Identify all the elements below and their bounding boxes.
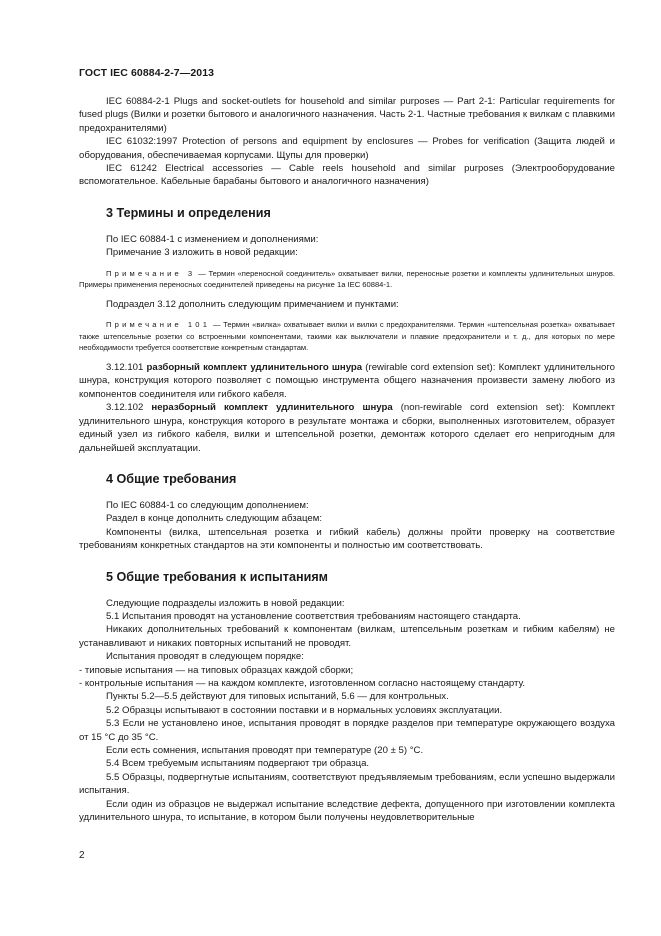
note-3-text: — Термин «переносной соединитель» охватывает вилки, переносные розетки и комплекты удлинительных шнуров. Примеры применения переносных соединителей приведены на рисунке 1а IEC 60884-1.	[79, 268, 616, 289]
s4-intro: По IEC 60884-1 со следующим дополнением:	[106, 499, 309, 511]
note-101-text: — Термин «вилка» охватывает вилки и вилки с предохранителями. Термин «штепсельная розетка» охватывает также штепсельные розетки со встроенными компонентами, такими как выключатели и плавкие предохранители и т. д., для которых по мере необходимости требуется соответствие конкретным стандартам.	[79, 320, 615, 352]
note-3-label: Примечание 3	[106, 268, 196, 278]
definition-term: разборный комплект удлинительного шнура	[146, 362, 363, 374]
definition-3-12-102	[79, 401, 615, 455]
definition-text: (non-rewirable cord extension set): Комплект удлинительного шнура, конструкция которого в результате монтажа и сборки, выполненных изготовителем, образует единый узел из гибкого кабеля, вилки и штепсельной розетки, демонтаж которого сделает его непригодным для дальнейшей эксплуатации.	[79, 402, 615, 454]
page-number: 2	[79, 850, 85, 861]
s5-paragraph: Если есть сомнения, испытания проводят при температуре (20 ± 5) °С.	[106, 745, 424, 757]
definition-number: 3.12.101	[106, 362, 147, 374]
section-4-heading: 4 Общие требования	[106, 471, 237, 486]
s5-intro: Следующие подразделы изложить в новой редакции:	[106, 597, 345, 609]
s5-paragraph: Пункты 5.2—5.5 действуют для типовых испытаний, 5.6 — для контрольных.	[106, 691, 449, 703]
s4-instruction: Раздел в конце дополнить следующим абзацем:	[106, 513, 322, 525]
note-101	[79, 319, 615, 353]
reference-iec-61032: IEC 61032:1997 Protection of persons and equipment by enclosures — Probes for verification (Защита людей и оборудования, обеспечиваемая корпусами. Щупы для проверки)	[79, 136, 615, 161]
list-item-type-tests: - типовые испытания — на типовых образцах каждой сборки;	[79, 664, 354, 676]
definition-3-12-101	[79, 361, 615, 401]
s5-paragraph: Если один из образцов не выдержал испытание вследствие дефекта, допущенного при изготовлении комплекта удлинительного шнура, то испытание, в котором были получены неудовлетворительные	[79, 798, 615, 824]
s5-clause-5-5: 5.5 Образцы, подвергнутые испытаниям, соответствуют предъявляемым требованиям, если успешно выдержали испытания.	[79, 771, 615, 797]
s5-clause-5-3: 5.3 Если не установлено иное, испытания проводят в порядке разделов при температуре окружающего воздуха от 15 °С до 35 °С.	[79, 718, 615, 743]
s3-intro: По IEC 60884-1 с изменением и дополнениями:	[106, 233, 319, 245]
section-5-heading: 5 Общие требования к испытаниям	[106, 569, 328, 584]
s4-paragraph: Компоненты (вилка, штепсельная розетка и гибкий кабель) должны пройти проверку на соответствие требованиям конкретных стандартов на эти компоненты и полностью им соответствовать.	[79, 526, 615, 552]
section-3-heading: 3 Термины и определения	[106, 205, 271, 220]
s5-paragraph: Испытания проводят в следующем порядке:	[106, 651, 304, 663]
reference-iec-60884-2-1: IEC 60884-2-1 Plugs and socket-outlets for household and similar purposes — Part 2-1: Particular requirements for fused plugs (Вилки и розетки бытового и аналогичного назначения. Часть 2-1. Частные требования к вилкам с плавкими предохранителями)	[79, 96, 615, 134]
s5-paragraph: Никаких дополнительных требований к компонентам (вилкам, штепсельным розеткам и гибким кабелям) не устанавливают и никаких повторных испытаний не проводят.	[79, 624, 615, 649]
s5-clause-5-1: 5.1 Испытания проводят на установление соответствия требованиям настоящего стандарта.	[106, 610, 521, 622]
definition-text: (rewirable cord extension set): Комплект удлинительного шнура, конструкция которого позволяет с помощью инструмента общего назначения произвести замену любого из компонентов соединителя или гибкого кабеля.	[79, 362, 616, 400]
s3-note-instruction: Примечание 3 изложить в новой редакции:	[106, 247, 298, 259]
s3-subsection-instruction: Подраздел 3.12 дополнить следующим примечанием и пунктами:	[106, 299, 399, 311]
s5-clause-5-4: 5.4 Всем требуемым испытаниям подвергают три образца.	[106, 758, 370, 770]
document-body	[79, 95, 615, 824]
s5-clause-5-2: 5.2 Образцы испытывают в состоянии поставки и в нормальных условиях эксплуатации.	[106, 704, 503, 716]
note-101-label: Примечание 101	[106, 320, 211, 330]
definition-number: 3.12.102	[106, 402, 152, 414]
list-item-routine-tests: - контрольные испытания — на каждом комплекте, изготовленном согласно настоящему стандарту.	[79, 677, 526, 689]
document-header: ГОСТ IEC 60884-2-7—2013	[79, 67, 215, 79]
note-3	[79, 268, 615, 290]
definition-term: неразборный комплект удлинительного шнура	[151, 402, 393, 414]
reference-iec-61242: IEC 61242 Electrical accessories — Cable reels household and similar purposes (Электрооборудование вспомогательное. Кабельные барабаны бытового и аналогичного назначения)	[79, 163, 615, 188]
